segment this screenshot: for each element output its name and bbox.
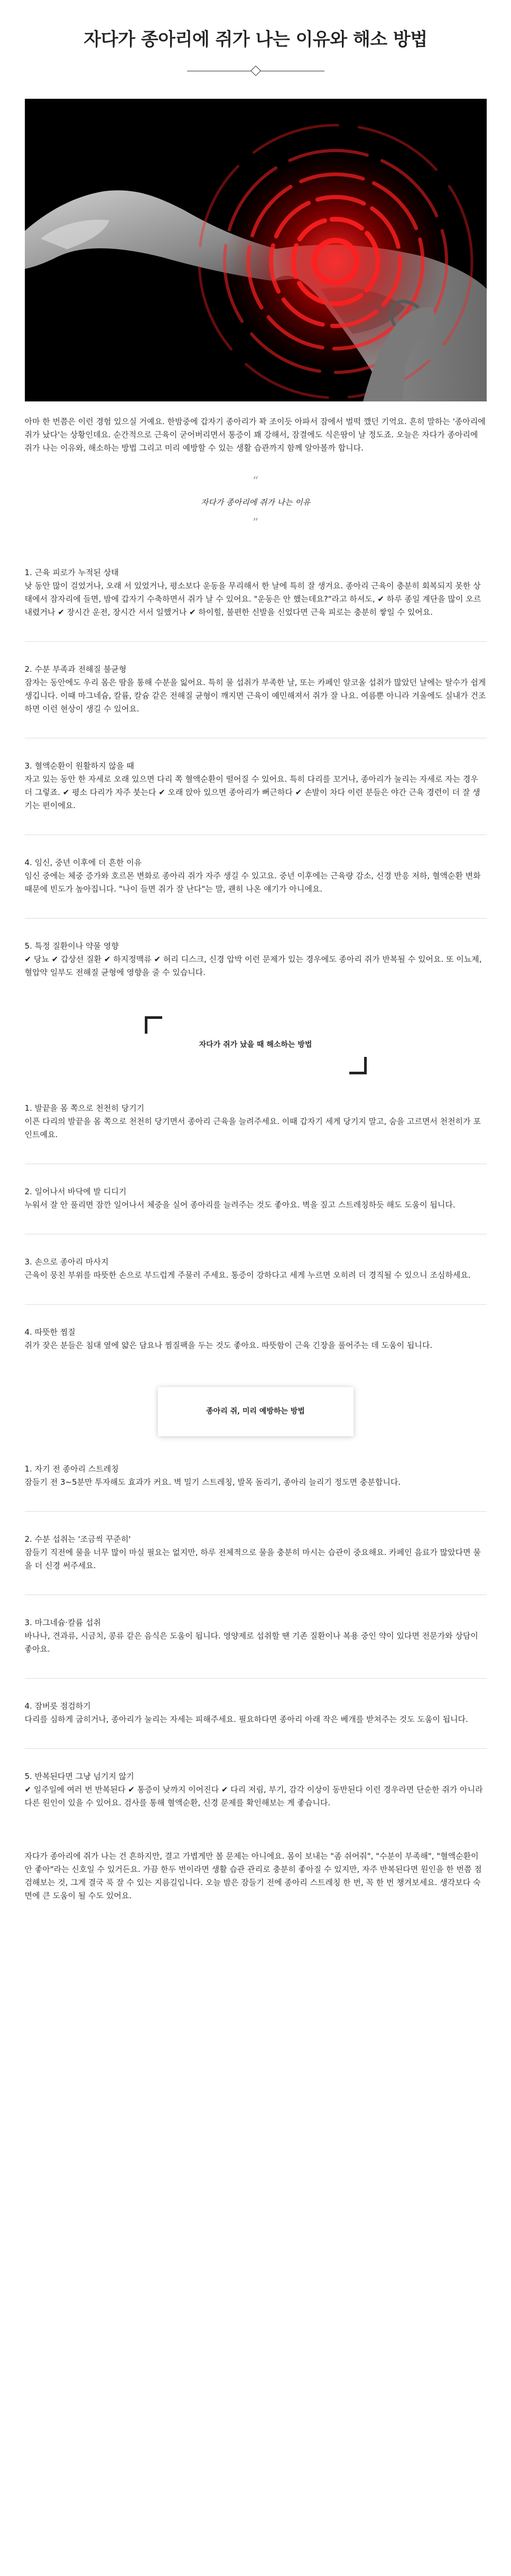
- prevent-item-heading: 3. 마그네슘·칼륨 섭취: [24, 1617, 101, 1627]
- relief-item: [25, 1102, 487, 1164]
- prevent-item-heading: 1. 자기 전 종아리 스트레칭: [24, 1464, 119, 1474]
- hero-image-leg-cramp: [25, 99, 487, 401]
- cause-heading: 2. 수분 부족과 전해질 불균형: [24, 664, 127, 674]
- title-divider: [187, 66, 324, 77]
- cause-item: [25, 641, 487, 738]
- cause-item: [25, 918, 487, 1001]
- relief-heading-text: 자다가 쥐가 났을 때 해소하는 방법: [199, 1041, 312, 1050]
- prevent-item-body: 바나나, 견과류, 시금치, 콩류 같은 음식은 도움이 됩니다. 영양제로 섭취할 땐 기존 질환이나 복용 중인 약이 있다면 전문가와 상담이 좋아요.: [24, 1631, 478, 1654]
- intro-paragraph: 아마 한 번쯤은 이런 경험 있으실 거예요. 한밤중에 갑자기 종아리가 꽉 조이듯 아파서 잠에서 벌떡 깼던 기억요. 흔히 말하는 '종아리에 쥐가 났다'는 상황인데요. 순간적으로 근육이 굳어버리면서 통증이 꽤 강해서, 잠결에도 식은땀이 날 정도죠. 오늘은 자다가 종아리에 쥐가 나는 이유와, 해소하는 방법 그리고 미리 예방할 수 있는 생활 습관까지 함께 알아볼까 합니다.: [24, 416, 486, 453]
- relief-item-heading: 4. 따뜻한 찜질: [24, 1327, 76, 1337]
- prevent-item-body: 다리를 심하게 굽히거나, 종아리가 눌리는 자세는 피해주세요. 필요하다면 종아리 아래 작은 베개를 받쳐주는 것도 도움이 됩니다.: [24, 1714, 468, 1724]
- prevent-item-body: 잠들기 전 3~5분만 투자해도 효과가 커요. 벽 밀기 스트레칭, 발목 돌리기, 종아리 늘리기 정도면 충분합니다.: [24, 1477, 401, 1487]
- relief-item-body: 누워서 잘 안 풀리면 잠깐 일어나서 체중을 실어 종아리를 늘려주는 것도 좋아요. 벽을 짚고 스트레칭하듯 해도 도움이 됩니다.: [24, 1200, 456, 1210]
- relief-item-heading: 2. 일어나서 바닥에 발 디디기: [24, 1186, 127, 1196]
- relief-item-heading: 3. 손으로 종아리 마사지: [24, 1257, 109, 1267]
- corner-bracket-icon: [145, 1016, 162, 1034]
- prevent-item: [25, 1511, 487, 1595]
- cause-heading: 5. 특정 질환이나 약물 영향: [24, 941, 119, 951]
- relief-item-body: 근육이 뭉친 부위를 따뜻한 손으로 부드럽게 주물러 주세요. 통증이 강하다고 세게 누르면 오히려 더 경직될 수 있으니 조심하세요.: [24, 1270, 471, 1280]
- relief-section-heading: [145, 1016, 367, 1074]
- cause-item: [25, 835, 487, 918]
- cause-body: 잠자는 동안에도 우리 몸은 땀을 통해 수분을 잃어요. 특히 물 섭취가 부족한 날, 또는 카페인 알코올 섭취가 많았던 날에는 탈수가 쉽게 생깁니다. 이때 마그네슘, 칼륨, 칼슘 같은 전해질 균형이 깨지면 근육이 예민해져서 쥐가 잘 나요. 여름뿐 아니라 겨울에도 실내가 건조하면 이런 현상이 생길 수 있어요.: [24, 677, 486, 714]
- relief-item: [25, 1234, 487, 1304]
- prevent-list: [25, 1463, 487, 1832]
- prevent-item-body: ✔ 일주일에 여러 번 반복된다 ✔ 통증이 낮까지 이어진다 ✔ 다리 저림, 부기, 감각 이상이 동반된다 이런 경우라면 단순한 쥐가 아니라 다른 원인이 있을 수 있어요. 검사를 통해 혈액순환, 신경 문제를 확인해보는 게 좋습니다.: [24, 1784, 483, 1807]
- prevent-item: [25, 1595, 487, 1678]
- section-quote-heading: [25, 476, 487, 529]
- cause-heading: 4. 임신, 중년 이후에 더 흔한 이유: [24, 857, 142, 867]
- prevent-item-body: 잠들기 직전에 물을 너무 많이 마실 필요는 없지만, 하루 전체적으로 물을 충분히 마시는 습관이 중요해요. 카페인 음료가 많았다면 물을 더 신경 써주세요.: [24, 1547, 481, 1570]
- cause-body: 임신 중에는 체중 증가와 호르몬 변화로 종아리 쥐가 자주 생길 수 있고요. 중년 이후에는 근육량 감소, 신경 반응 저하, 혈액순환 변화 때문에 빈도가 높아집니다. "나이 들면 쥐가 잘 난다"는 말, 괜히 나온 얘기가 아니에요.: [24, 870, 481, 894]
- relief-item-body: 이픈 다리의 발끝을 몸 쪽으로 천천히 당기면서 종아리 근육을 늘려주세요. 이때 갑자기 세게 당기지 말고, 숨을 고르면서 천천히가 포인트예요.: [24, 1116, 481, 1139]
- prevent-item-heading: 2. 수분 섭취는 '조금씩 꾸준히': [24, 1534, 131, 1544]
- cause-body: ✔ 당뇨 ✔ 갑상선 질환 ✔ 하지정맥류 ✔ 허리 디스크, 신경 압박 이런 문제가 있는 경우에도 종아리 쥐가 반복될 수 있어요. 또 이뇨제, 혈압약 일부도 전해질 균형에 영향을 줄 수 있습니다.: [24, 954, 482, 977]
- relief-item: [25, 1164, 487, 1234]
- cause-heading: 3. 혈액순환이 원활하지 않을 때: [24, 761, 134, 771]
- article: [25, 12, 487, 1903]
- outro-paragraph: 자다가 종아리에 쥐가 나는 건 흔하지만, 결고 가볍게만 볼 문제는 아니에요. 몸이 보내는 "좀 쉬어줘", "수분이 부족해", "혈액순환이 안 좋아"라는 신호일 수 있거든요. 가끔 한두 번이라면 생활 습관 관리로 충분히 좋아질 수 있지만, 자주 반복된다면 원인을 한 번쯤 점검해보는 것, 그게 결국 푹 잘 수 있는 지름길입니다. 오늘 밤은 잠들기 전에 종아리 스트레칭 한 번, 꼭 한 번 챙겨보세요. 생각보다 숙면에 큰 도움이 될 수도 있어요.: [24, 1851, 482, 1900]
- quote-heading-text: 자다가 종아리에 쥐가 나는 이유: [200, 497, 311, 507]
- corner-bracket-icon: [349, 1057, 367, 1074]
- close-quote-icon: ”: [252, 516, 259, 530]
- prevent-section-heading: 종아리 쥐, 미리 예방하는 방법: [158, 1387, 354, 1436]
- prevent-item-heading: 5. 반복된다면 그냥 넘기지 않기: [24, 1771, 134, 1781]
- cause-item: [25, 738, 487, 835]
- cause-heading: 1. 근육 피로가 누적된 상태: [24, 567, 119, 577]
- causes-list: [25, 529, 487, 1001]
- relief-item-body: 쥐가 잦은 분들은 침대 옆에 얇은 담요나 찜질팩을 두는 것도 좋아요. 따뜻함이 근육 긴장을 풀어주는 데 도움이 됩니다.: [24, 1340, 433, 1350]
- prevent-item-heading: 4. 잠버릇 점검하기: [24, 1701, 91, 1711]
- diamond-ornament-icon: [250, 65, 261, 76]
- page-title: 자다가 종아리에 쥐가 나는 이유와 해소 방법: [83, 29, 428, 50]
- prevent-item: [25, 1463, 487, 1511]
- cause-body: 낮 동안 많이 걸었거나, 오래 서 있었거나, 평소보다 운동을 무리해서 한 날에 특히 잘 생겨요. 종아리 근육이 충분히 회복되지 못한 상태에서 잠자리에 들면, 밤에 갑자기 수축하면서 쥐가 날 수 있어요. "운동은 안 했는데요?"라고 하셔도, ✔ 하루 종일 계단을 많이 오르내렸거나 ✔ 장시간 운전, 장시간 서서 일했거나 ✔ 하이힐, 불편한 신발을 신었다면 근육 피로는 충분히 쌓일 수 있어요.: [24, 580, 481, 617]
- relief-list: [25, 1102, 487, 1374]
- prevent-item: [25, 1678, 487, 1748]
- cause-item: [25, 529, 487, 641]
- cause-body: 자고 있는 동안 한 자세로 오래 있으면 다리 쪽 혈액순환이 떨어질 수 있어요. 특히 다리를 꼬거나, 종아리가 눌리는 자세로 자는 경우 더 그렇죠. ✔ 평소 다리가 자주 붓는다 ✔ 오래 앉아 있으면 종아리가 뻐근하다 ✔ 손발이 차다 이런 분들은 야간 근육 경련이 더 잘 생기는 편이에요.: [24, 774, 480, 810]
- relief-item-heading: 1. 발끝을 몸 쪽으로 천천히 당기기: [24, 1103, 145, 1113]
- relief-item: [25, 1304, 487, 1374]
- prevent-item: [25, 1748, 487, 1832]
- open-quote-icon: “: [252, 474, 259, 488]
